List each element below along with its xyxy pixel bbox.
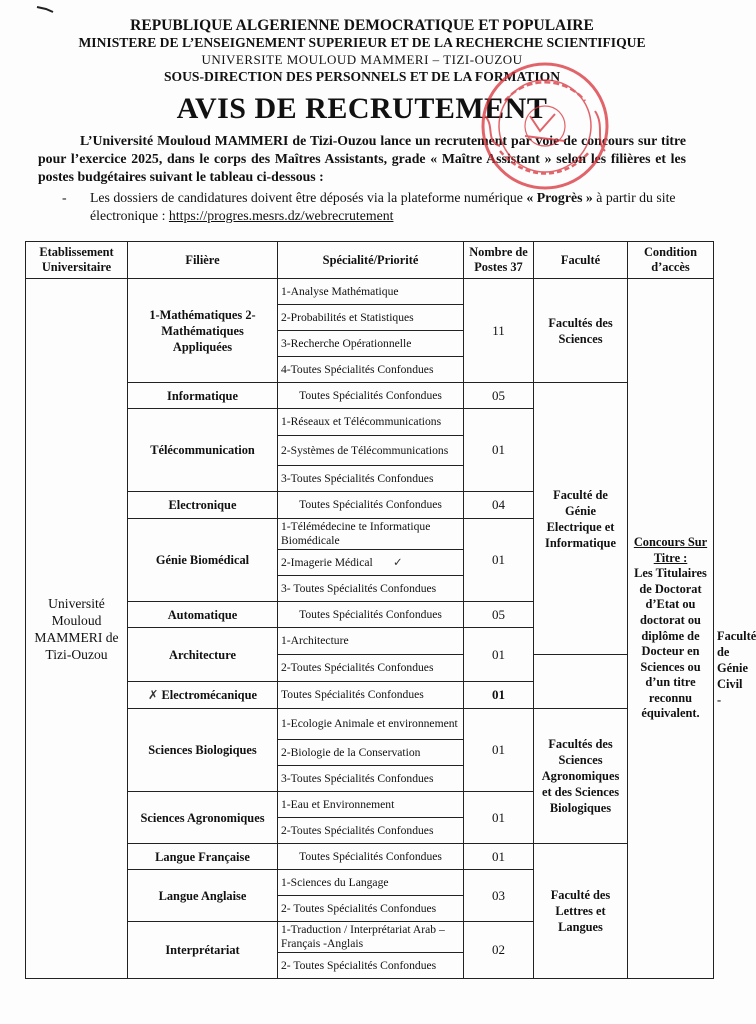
table-row xyxy=(26,279,714,305)
spec-telecom-3: 3-Toutes Spécialités Confondues xyxy=(278,466,464,492)
filiere-genie-biomedical: Génie Biomédical xyxy=(128,519,278,602)
spec-biomed-2: 2-Imagerie Médical xyxy=(281,556,373,569)
page-title: AVIS DE RECRUTEMENT xyxy=(176,92,548,125)
spec-archi-2: 2-Toutes Spécialités Confondues xyxy=(278,655,464,682)
spec-anglais-2: 2- Toutes Spécialités Confondues xyxy=(278,896,464,922)
col-header-faculte: Faculté xyxy=(534,242,628,279)
filiere-interpretariat: Interprétariat xyxy=(128,922,278,979)
faculte-lettres-langues: Faculté des Lettres et Langues xyxy=(534,844,628,979)
spec-bio-1: 1-Ecologie Animale et environnement xyxy=(281,717,458,730)
header-republic: REPUBLIQUE ALGERIENNE DEMOCRATIQUE ET POPULAIRE xyxy=(130,17,594,34)
postes-informatique: 05 xyxy=(464,383,534,409)
table-header-row xyxy=(26,242,714,279)
filiere-informatique: Informatique xyxy=(128,383,278,409)
col-header-specialite: Spécialité/Priorité xyxy=(278,242,464,279)
spec-electronique: Toutes Spécialités Confondues xyxy=(278,492,464,519)
x-mark-icon: ✗ xyxy=(148,687,159,702)
postes-genie-biomedical: 01 xyxy=(464,519,534,602)
table-row xyxy=(26,682,714,709)
spec-biomed-1: 1-Télémédecine te Informatique Biomédicale xyxy=(278,519,464,550)
col-header-nombre: Nombre de Postes 37 xyxy=(464,242,534,279)
table-row: Architecture 1-Architecture 01 Faculté de Génie Civil - xyxy=(26,628,714,655)
note-text-before: Les dossiers de candidatures doivent être déposés via la plateforme numérique xyxy=(90,190,527,205)
postes-sciences-biologiques: 01 xyxy=(464,709,534,792)
postes-electronique: 04 xyxy=(464,492,534,519)
spec-francais: Toutes Spécialités Confondues xyxy=(278,844,464,870)
table-row xyxy=(26,383,714,409)
spec-maths-3: 3-Recherche Opérationnelle xyxy=(278,331,464,357)
postes-electromecanique: 01 xyxy=(464,682,534,709)
faculte-sciences: Facultés des Sciences xyxy=(534,279,628,383)
intro-text: L’Université Mouloud MAMMERI de Tizi-Ouzou lance un recrutement par voie de concours sur titre pour l’exercice 2025, dans le corps des Maîtres Assistants, grade « Maître Assistant » selon les filières et les postes budgétaires suivant le tableau ci-dessous : xyxy=(38,133,686,184)
spec-agro-2: 2-Toutes Spécialités Confondues xyxy=(278,818,464,844)
spec-maths-2: 2-Probabilités et Statistiques xyxy=(278,305,464,331)
faculte-agro-bio: Facultés des Sciences Agronomiques et des Sciences Biologiques xyxy=(534,709,628,844)
filiere-electronique: Electronique xyxy=(128,492,278,519)
note-text-mid: à partir du site électronique : xyxy=(90,190,676,223)
spec-telecom-1: 1-Réseaux et Télécommunications xyxy=(278,409,464,436)
spec-interp-1: 1-Traduction / Interprétariat Arab – Français -Anglais xyxy=(278,922,464,953)
spec-biomed-3: 3- Toutes Spécialités Confondues xyxy=(278,576,464,602)
spec-bio-3: 3-Toutes Spécialités Confondues xyxy=(278,766,464,792)
spec-bio-1-cell xyxy=(278,709,464,740)
header-university: UNIVERSITE MOULOUD MAMMERI – TIZI-OUZOU xyxy=(201,52,523,67)
filiere-electromecanique: Electromécanique xyxy=(161,688,257,702)
check-mark-icon: ✓ xyxy=(393,555,403,569)
col-header-etablissement: Etablissement Universitaire xyxy=(26,242,128,279)
condition-text: Les Titulaires de Doctorat d’Etat ou doctorat ou diplôme de Docteur en Sciences ou d’un titre reconnu équivalent. xyxy=(634,566,707,721)
postes-langue-anglaise: 03 xyxy=(464,870,534,922)
filiere-langue-anglaise: Langue Anglaise xyxy=(128,870,278,922)
spec-maths-4: 4-Toutes Spécialités Confondues xyxy=(278,357,464,383)
postes-automatique: 05 xyxy=(464,602,534,628)
recruitment-link[interactable]: https://progres.mesrs.dz/webrecrutement xyxy=(168,208,394,223)
intro-paragraph xyxy=(38,132,686,186)
col-header-filiere: Filière xyxy=(128,242,278,279)
recruitment-table xyxy=(25,241,756,979)
bullet-dash: - xyxy=(62,190,67,205)
submission-note xyxy=(62,189,682,225)
postes-telecommunication: 01 xyxy=(464,409,534,492)
spec-agro-1: 1-Eau et Environnement xyxy=(278,792,464,818)
filiere-maths: 1-Mathématiques 2-Mathématiques Appliquées xyxy=(128,279,278,383)
spec-interp-2: 2- Toutes Spécialités Confondues xyxy=(278,953,464,979)
table-row xyxy=(26,844,714,870)
spec-bio-2: 2-Biologie de la Conservation xyxy=(278,740,464,766)
filiere-langue-francaise: Langue Française xyxy=(128,844,278,870)
platform-name: « Progrès » xyxy=(526,190,593,205)
spec-informatique: Toutes Spécialités Confondues xyxy=(278,383,464,409)
filiere-telecommunication: Télécommunication xyxy=(128,409,278,492)
condition-cell xyxy=(628,279,714,979)
filiere-sciences-agronomiques: Sciences Agronomiques xyxy=(128,792,278,844)
filiere-automatique: Automatique xyxy=(128,602,278,628)
spec-automatique: Toutes Spécialités Confondues xyxy=(278,602,464,628)
spec-telecom-2: 2-Systèmes de Télécommunications xyxy=(278,436,464,466)
postes-interpretariat: 02 xyxy=(464,922,534,979)
postes-maths: 11 xyxy=(464,279,534,383)
header-subdirection: SOUS-DIRECTION DES PERSONNELS ET DE LA FORMATION xyxy=(163,69,561,84)
postes-architecture: 01 xyxy=(464,628,534,682)
col-header-condition: Condition d’accès xyxy=(628,242,714,279)
table-row xyxy=(26,709,714,740)
etablissement-cell: Université Mouloud MAMMERI de Tizi-Ouzou xyxy=(26,279,128,979)
header-ministry: MINISTERE DE L’ENSEIGNEMENT SUPERIEUR ET DE LA RECHERCHE SCIENTIFIQUE xyxy=(78,35,646,50)
staple-mark xyxy=(36,4,54,14)
spec-anglais-1: 1-Sciences du Langage xyxy=(278,870,464,896)
filiere-electromecanique-cell xyxy=(128,682,278,709)
spec-electromecanique: Toutes Spécialités Confondues xyxy=(278,682,464,709)
condition-title: Concours Sur Titre : xyxy=(633,534,708,565)
filiere-sciences-biologiques: Sciences Biologiques xyxy=(128,709,278,792)
spec-biomed-2-cell xyxy=(278,550,464,576)
filiere-architecture: Architecture xyxy=(128,628,278,682)
faculte-genie-electrique: Faculté de Génie Electrique et Informatique xyxy=(534,383,628,655)
spec-maths-1: 1-Analyse Mathématique xyxy=(278,279,464,305)
spec-archi-1: 1-Architecture xyxy=(278,628,464,655)
postes-langue-francaise: 01 xyxy=(464,844,534,870)
postes-sciences-agronomiques: 01 xyxy=(464,792,534,844)
